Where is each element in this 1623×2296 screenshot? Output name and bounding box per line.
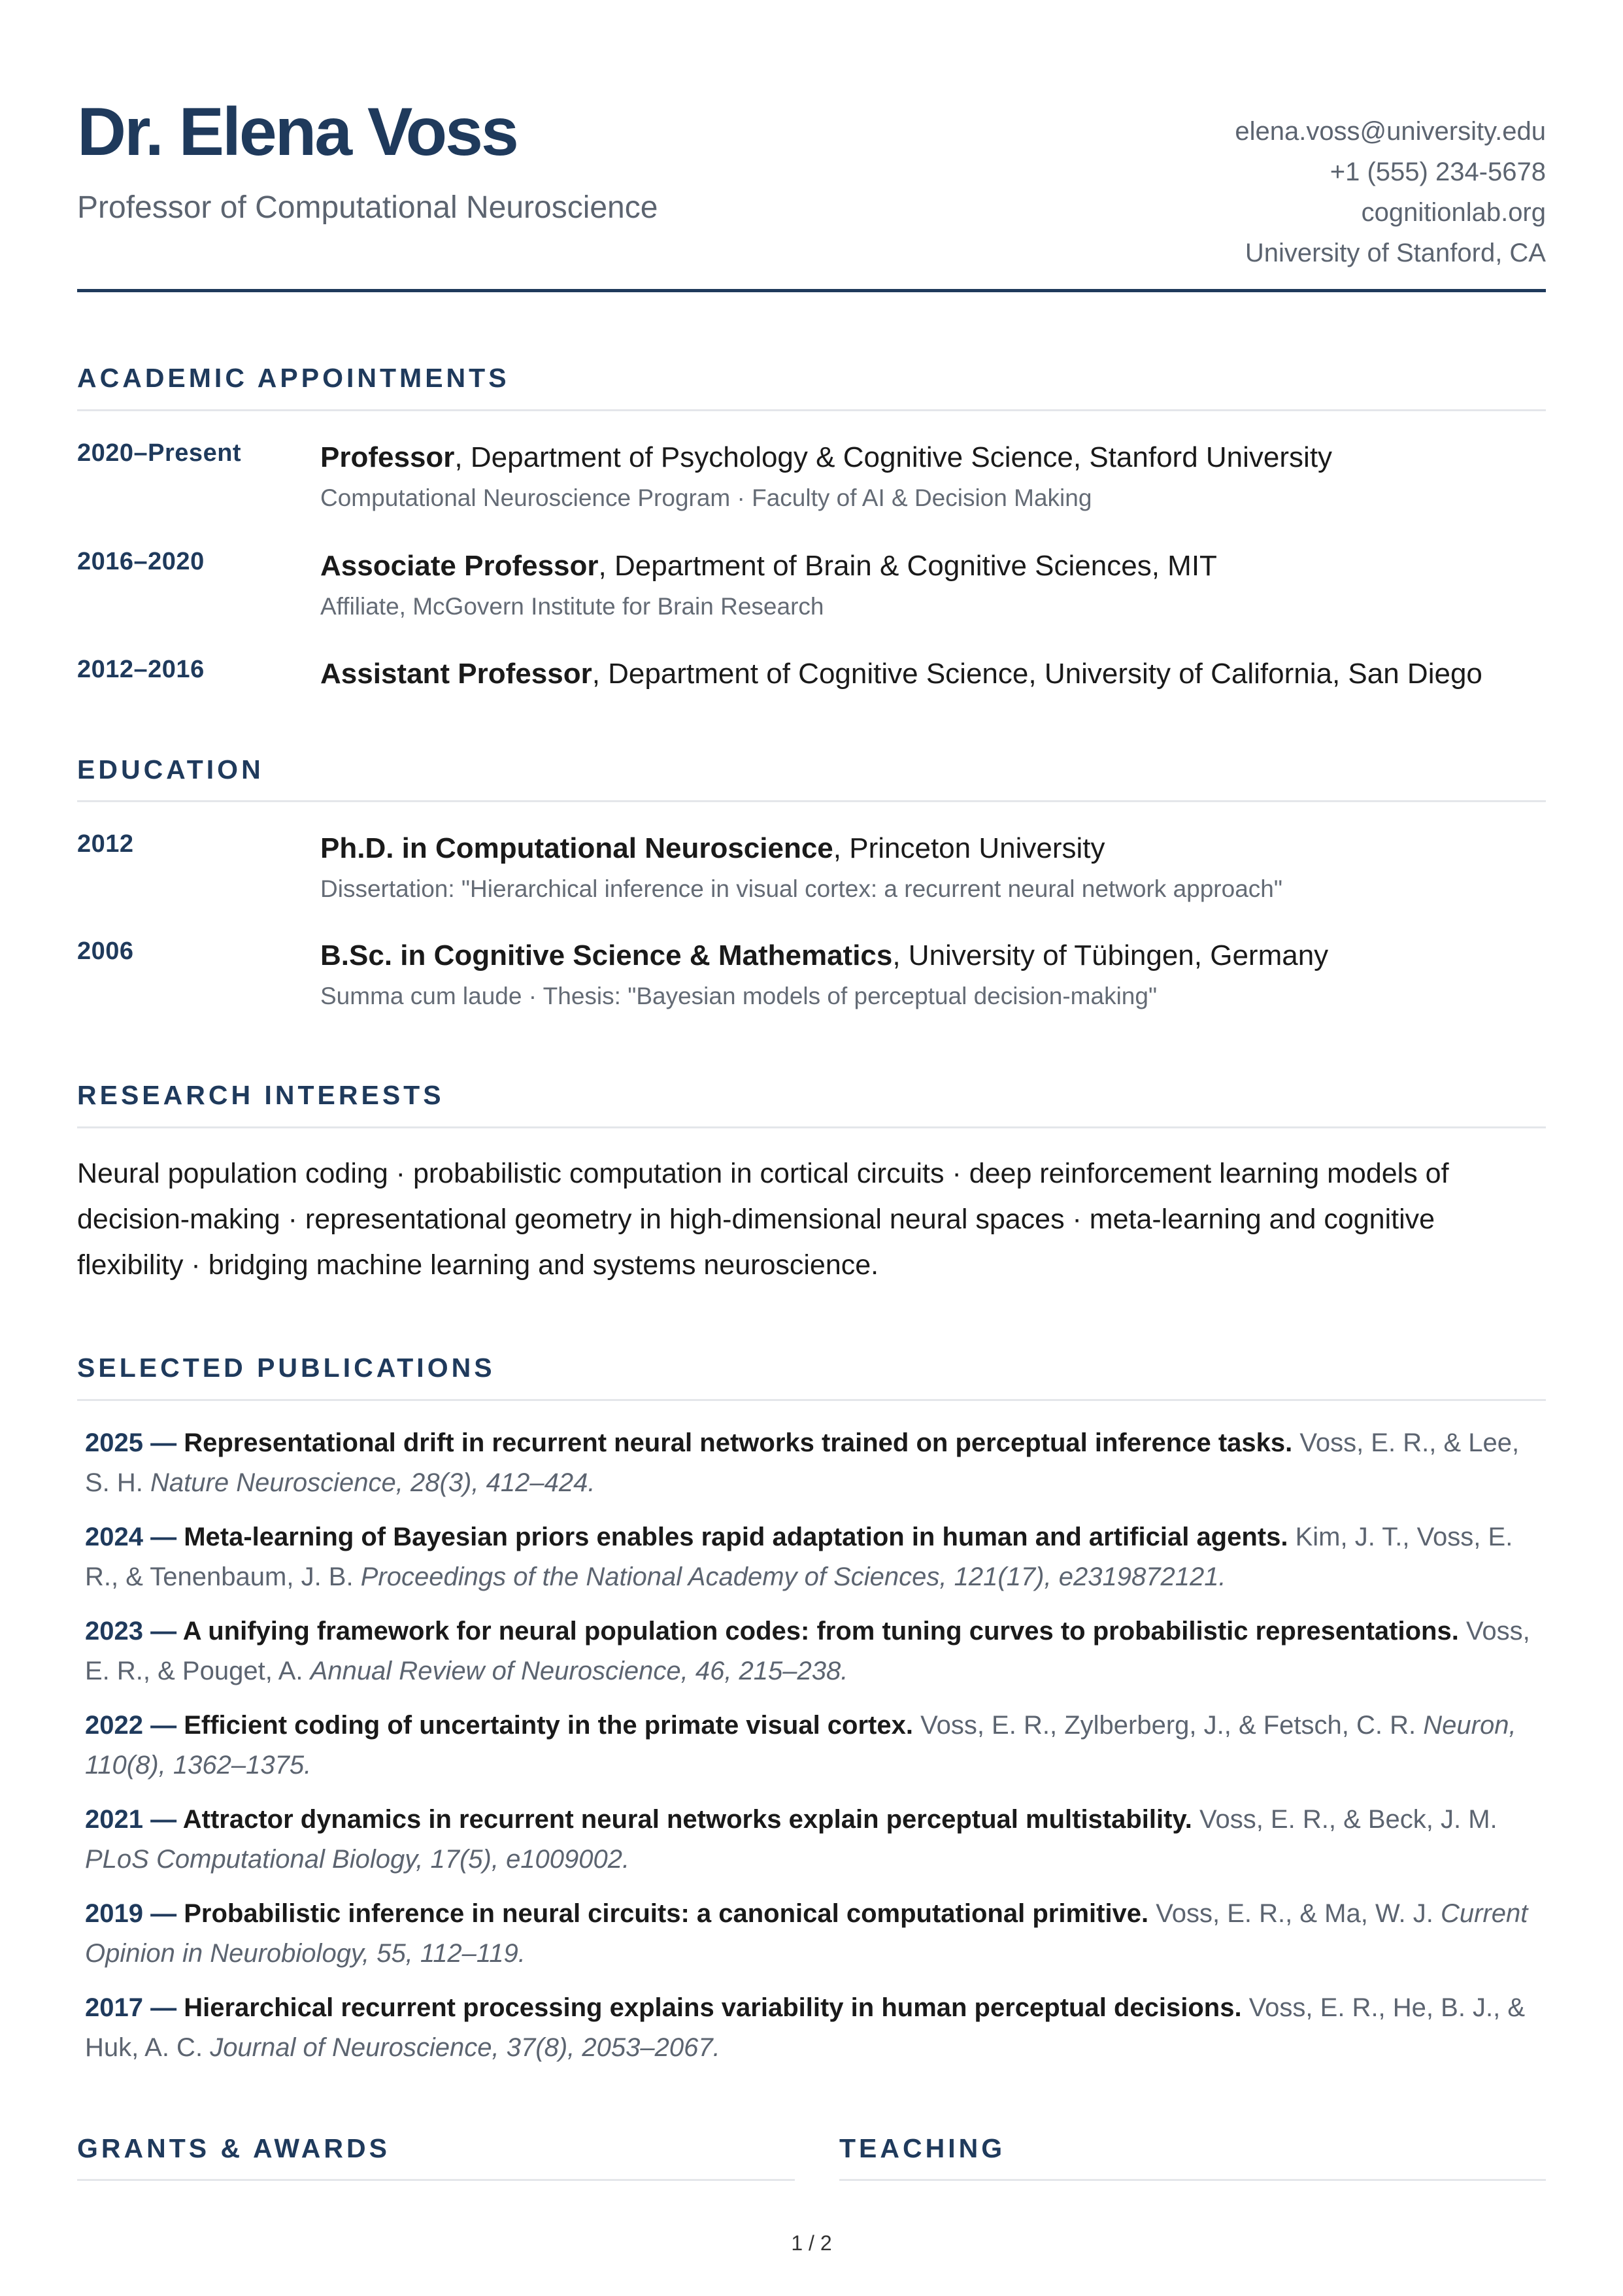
section-title-publications: SELECTED PUBLICATIONS <box>77 1353 495 1383</box>
pub-authors: Voss, E. R., He, B. J., & Huk, A. C. <box>85 1993 1526 2062</box>
pub-venue: Current Opinion in Neurobiology, 55, 112–119. <box>85 1899 1528 1968</box>
pub-year: 2022 <box>85 1711 143 1740</box>
pub-authors: Voss, E. R., & Pouget, A. <box>85 1617 1530 1685</box>
pub-title: Hierarchical recurrent processing explains variability in human perceptual decisions. <box>184 1993 1242 2022</box>
pub-year: 2017 <box>85 1993 143 2022</box>
page-number: 1 / 2 <box>791 2231 832 2255</box>
section-title-research: RESEARCH INTERESTS <box>77 1080 444 1110</box>
entry-note: Dissertation: "Hierarchical inference in visual cortex: a recurrent neural network approach" <box>320 875 1282 902</box>
pub-venue: Proceedings of the National Academy of Sciences, 121(17), e2319872121. <box>360 1562 1226 1591</box>
pub-venue: Nature Neuroscience, 28(3), 412–424. <box>150 1468 595 1497</box>
pub-title: Efficient coding of uncertainty in the primate visual cortex. <box>184 1711 913 1740</box>
section-title-teaching: TEACHING <box>839 2133 1006 2163</box>
pub-authors: Voss, E. R., & Ma, W. J. <box>1156 1899 1433 1928</box>
entry-note: Summa cum laude · Thesis: "Bayesian models of perceptual decision-making" <box>320 983 1158 1009</box>
publication-list <box>85 1423 1546 2082</box>
entry-body <box>320 656 1546 692</box>
section-title-grants: GRANTS & AWARDS <box>77 2133 390 2163</box>
entry-note: Affiliate, McGovern Institute for Brain Research <box>320 593 824 620</box>
entry-body <box>320 548 1546 624</box>
section-title-appointments: ACADEMIC APPOINTMENTS <box>77 363 510 393</box>
entry-years: 2016–2020 <box>77 548 205 575</box>
entry-detail: , Department of Cognitive Science, University of California, San Diego <box>592 658 1482 690</box>
pub-title: Attractor dynamics in recurrent neural networks explain perceptual multistability. <box>182 1805 1192 1834</box>
cv-header <box>77 0 1546 292</box>
person-name: Dr. Elena Voss <box>77 94 517 170</box>
pub-title: Probabilistic inference in neural circuits: a canonical computational primitive. <box>184 1899 1149 1928</box>
entry-detail: , Department of Psychology & Cognitive Science, Stanford University <box>454 441 1333 473</box>
entry-note: Computational Neuroscience Program · Faculty of AI & Decision Making <box>320 484 1092 511</box>
entry-year: 2006 <box>77 937 134 965</box>
pub-year: 2024 <box>85 1523 143 1551</box>
entry-body <box>320 937 1546 1013</box>
publication-item: 2022 — Efficient coding of uncertainty in the primate visual cortex. Voss, E. R., Zylberberg, J., & Fetsch, C. R. Neuron, 110(8), 1362–1375. <box>85 1711 1516 1780</box>
pub-authors: Voss, E. R., & Beck, J. M. <box>1199 1805 1498 1834</box>
entry-year: 2012 <box>77 830 134 858</box>
contact-block <box>1235 111 1546 273</box>
entry-degree: B.Sc. in Cognitive Science & Mathematics <box>320 939 893 971</box>
pub-year: 2025 <box>85 1428 143 1457</box>
pub-title: Representational drift in recurrent neural networks trained on perceptual inference tasks. <box>184 1428 1293 1457</box>
entry-heading <box>320 656 1546 692</box>
entry-years: 2012–2016 <box>77 656 205 683</box>
pub-venue: Annual Review of Neuroscience, 46, 215–238. <box>310 1657 848 1685</box>
entry-role: Assistant Professor <box>320 658 592 690</box>
entry-heading <box>320 937 1546 974</box>
section-divider <box>839 2179 1546 2181</box>
pub-year: 2021 <box>85 1805 143 1834</box>
publication-item: 2024 — Meta-learning of Bayesian priors enables rapid adaptation in human and artificial agents. Kim, J. T., Voss, E. R., & Tenenbaum, J. B. Proceedings of the National Academy of Sciences, 121(17), e2319872121. <box>85 1523 1513 1591</box>
pub-year: 2019 <box>85 1899 143 1928</box>
section-divider <box>77 1126 1546 1128</box>
pub-title: Meta-learning of Bayesian priors enables rapid adaptation in human and artificial agents. <box>184 1523 1288 1551</box>
entry-heading <box>320 439 1546 476</box>
entry-detail: , Department of Brain & Cognitive Sciences, MIT <box>598 550 1217 582</box>
pub-venue: PLoS Computational Biology, 17(5), e1009002. <box>85 1845 630 1874</box>
pub-authors: Voss, E. R., & Lee, S. H. <box>85 1428 1520 1497</box>
research-interests-text: Neural population coding · probabilistic computation in cortical circuits · deep reinforcement learning models of decision-making · representational geometry in high-dimensional neural spaces · meta-learning and cognitive flexibility · bridging machine learning and systems neuroscience. <box>77 1158 1449 1281</box>
contact-phone[interactable]: +1 (555) 234-5678 <box>1330 158 1546 186</box>
entry-heading <box>320 548 1546 584</box>
publication-item: 2017 — Hierarchical recurrent processing explains variability in human perceptual decisions. Voss, E. R., He, B. J., & Huk, A. C. Journal of Neuroscience, 37(8), 2053–2067. <box>85 1993 1526 2062</box>
publication-item: 2023 — A unifying framework for neural population codes: from tuning curves to probabilistic representations. Voss, E. R., & Pouget, A. Annual Review of Neuroscience, 46, 215–238. <box>85 1617 1530 1685</box>
contact-location: University of Stanford, CA <box>1245 239 1546 267</box>
pub-venue: Neuron, 110(8), 1362–1375. <box>85 1711 1516 1780</box>
entry-body <box>320 439 1546 515</box>
pub-title: A unifying framework for neural population codes: from tuning curves to probabilistic representations. <box>182 1617 1459 1646</box>
entry-role: Professor <box>320 441 455 473</box>
entry-heading <box>320 830 1546 867</box>
contact-website[interactable]: cognitionlab.org <box>1361 198 1546 227</box>
entry-degree: Ph.D. in Computational Neuroscience <box>320 832 833 864</box>
section-divider <box>77 2179 795 2181</box>
publication-item: 2021 — Attractor dynamics in recurrent neural networks explain perceptual multistability. Voss, E. R., & Beck, J. M. PLoS Computational Biology, 17(5), e1009002. <box>85 1805 1498 1874</box>
pub-year: 2023 <box>85 1617 143 1646</box>
section-divider <box>77 800 1546 802</box>
section-divider <box>77 409 1546 411</box>
section-title-education: EDUCATION <box>77 754 264 785</box>
person-title: Professor of Computational Neuroscience <box>77 190 658 225</box>
pub-venue: Journal of Neuroscience, 37(8), 2053–2067. <box>210 2033 720 2062</box>
entry-body <box>320 830 1546 906</box>
entry-detail: , University of Tübingen, Germany <box>892 939 1329 971</box>
entry-years: 2020–Present <box>77 439 242 467</box>
publication-item: 2019 — Probabilistic inference in neural circuits: a canonical computational primitive. Voss, E. R., & Ma, W. J. Current Opinion in Neurobiology, 55, 112–119. <box>85 1899 1528 1968</box>
entry-role: Associate Professor <box>320 550 599 582</box>
contact-email[interactable]: elena.voss@university.edu <box>1235 117 1546 146</box>
pub-authors: Kim, J. T., Voss, E. R., & Tenenbaum, J. B. <box>85 1523 1513 1591</box>
section-divider <box>77 1399 1546 1401</box>
entry-detail: , Princeton University <box>833 832 1105 864</box>
publication-item: 2025 — Representational drift in recurrent neural networks trained on perceptual inference tasks. Voss, E. R., & Lee, S. H. Nature Neuroscience, 28(3), 412–424. <box>85 1428 1520 1497</box>
pub-authors: Voss, E. R., Zylberberg, J., & Fetsch, C. R. <box>920 1711 1416 1740</box>
